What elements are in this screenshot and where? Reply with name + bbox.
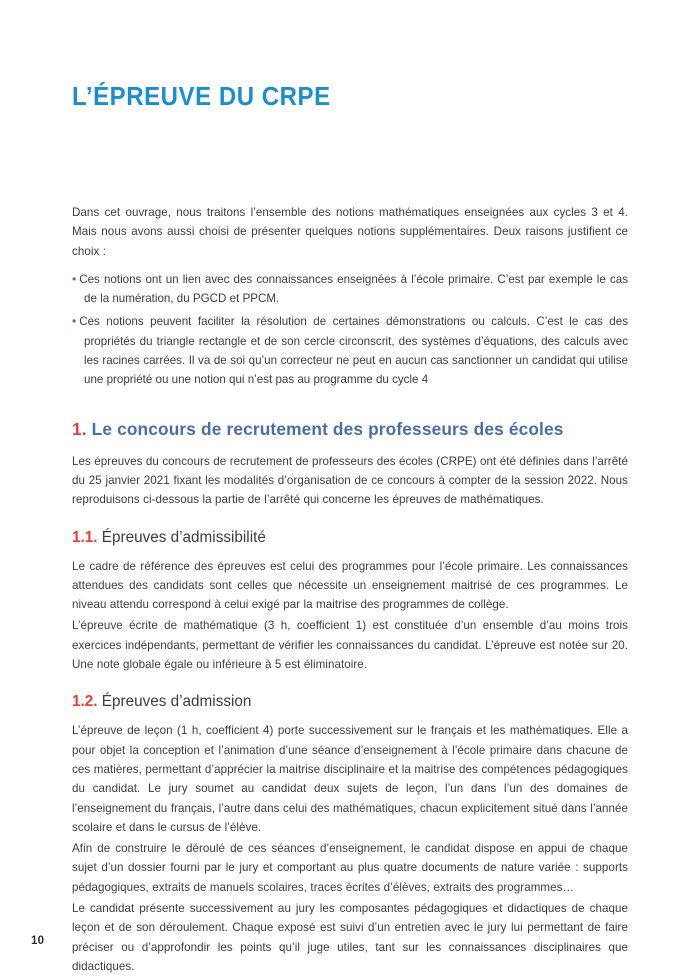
spacer [72, 440, 628, 452]
section-1-heading [72, 418, 628, 440]
subsection-1-1-paragraph-2: L’épreuve écrite de mathématique (3 h, coefficient 1) est constituée d’un ensemble d’au moins trois exercices indépendants, permettant de vérifier les connaissances du candidat. L’épreuve est notée sur 20. Une note globale égale ou inférieure à 5 est éliminatoire. [72, 619, 628, 672]
spacer [72, 510, 628, 528]
list-item [72, 312, 628, 389]
page-title: L’ÉPREUVE DU CRPE [72, 83, 331, 112]
list-item [72, 270, 628, 309]
bullet-icon: • [72, 314, 77, 329]
subsection-1-1-paragraph-1: Le cadre de référence des épreuves est celui des programmes pour l’école primaire. Les connaissances attendues des candidats sont celles que nécessite un enseignement maitrisé de ces programmes. Le niveau attendu correspond à celui exigé par la maitrise des programmes de collège. [72, 559, 628, 612]
spacer [72, 712, 628, 721]
subsection-1-1-title: Épreuves d’admissibilité [101, 528, 266, 546]
section-1-title: Le concours de recrutement des professeurs des écoles [91, 418, 564, 439]
subsection-1-1-number: 1.1. [72, 528, 98, 546]
subsection-1-2-paragraph-2: Afin de construire le déroulé de ces séances d’enseignement, le candidat dispose en appui de chaque sujet d’un dossier fourni par le jury et comportant au plus quatre documents de nature variée : supports pédagogiques, extraits de manuels scolaires, traces écrites d’élèves, extraits des programmes… [72, 842, 628, 894]
subsection-1-2-title: Épreuves d’admission [101, 693, 252, 711]
section-1-paragraph: Les épreuves du concours de recrutement de professeurs des écoles (CRPE) ont été définies dans l’arrêté du 25 janvier 2021 fixant les modalités d’organisation de ce concours à compter de la session 2022. Nous reproduisons ci-dessous la partie de l’arrêté qui concerne les épreuves de mathématiques. [72, 454, 628, 507]
intro-paragraph: Dans cet ouvrage, nous traitons l’ensemble des notions mathématiques enseignées aux cycles 3 et 4. Mais nous avons aussi choisi de présenter quelques notions supplémentaires. Deux raisons justifient ce choix : [72, 206, 628, 258]
spacer [72, 390, 628, 418]
bullet-icon: • [72, 271, 77, 286]
subsection-1-2-paragraph-3: Le candidat présente successivement au jury les composantes pédagogiques et didactiques de chaque leçon et de son déroulement. Chaque exposé est suivi d’un entretien avec le jury lui permettant de faire préciser ou d’approfondir les points qu’il juge utiles, tant sur les connaissances disciplinaires que didactiques. [72, 902, 628, 973]
spacer [72, 548, 628, 557]
subsection-1-2-number: 1.2. [72, 693, 98, 711]
subsection-1-2-heading [72, 692, 628, 712]
page-number: 10 [31, 935, 45, 947]
section-1-number: 1. [72, 418, 87, 439]
subsection-1-2-paragraph-1: L’épreuve de leçon (1 h, coefficient 4) porte successivement sur le français et les mathématiques. Elle a pour objet la conception et l’animation d’une séance d’enseignement à l’école primaire dans chacune de ces matières, permettant d’apprécier la maitrise disciplinaire et la maitrise des compétences pédagogiques du candidat. Le jury soumet au candidat deux sujets de leçon, l’un dans l’un des domaines de l’enseignement du français, l’autre dans celui des mathématiques, chacun explicitement situé dans l’année scolaire et dans le cursus de l’élève. [72, 724, 628, 834]
list-item-text: Ces notions peuvent faciliter la résolution de certaines démonstrations ou calculs. C’est le cas des propriétés du triangle rectangle et de son cercle circonscrit, des systèmes d’équations, des calculs avec les racines carrées. Il va de soi qu’un correcteur ne peut en aucun cas sanctionner un candidat qui utilise une propriété ou une notion qui n’est pas au programme du cycle 4 [79, 315, 628, 387]
spacer [72, 674, 628, 692]
document-body [72, 203, 628, 976]
list-item-text: Ces notions ont un lien avec des connaissances enseignées à l’école primaire. C’est par exemple le cas de la numération, du PGCD et PPCM. [79, 272, 628, 306]
subsection-1-1-heading [72, 528, 628, 548]
